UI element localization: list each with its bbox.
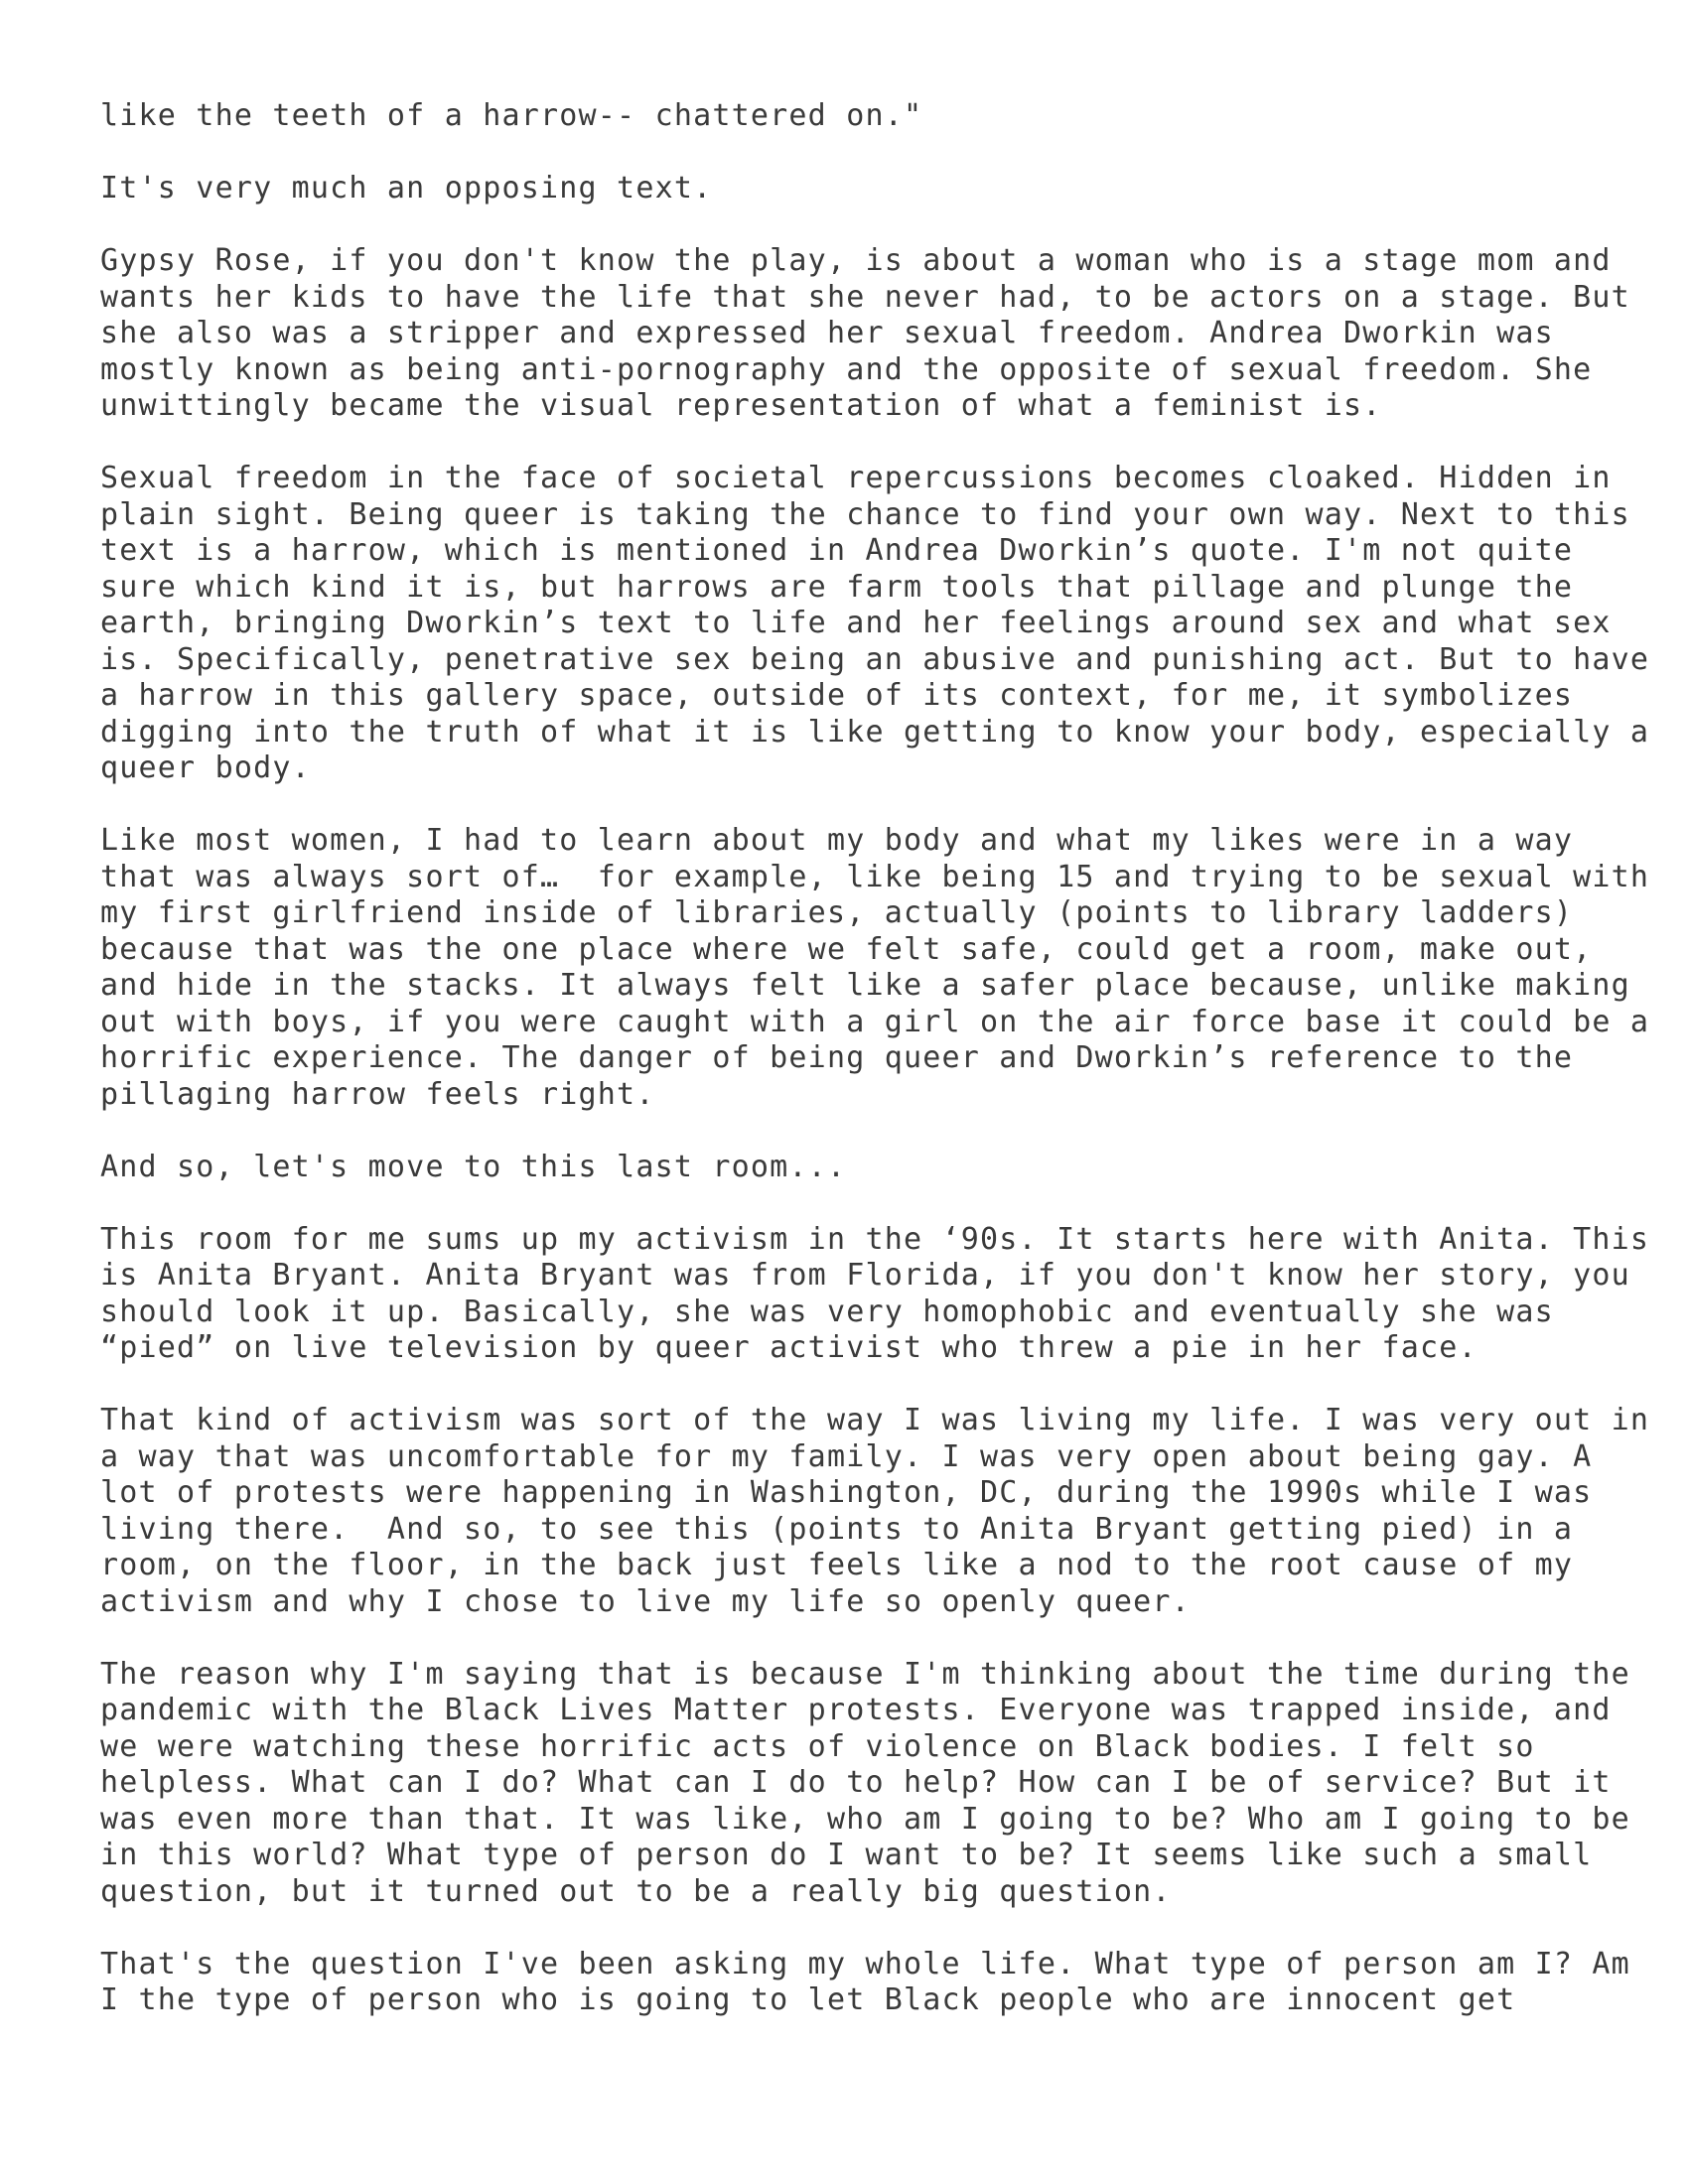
- text-line: lot of protests were happening in Washington, DC, during the 1990s while I was: [100, 1475, 1593, 1510]
- text-line: This room for me sums up my activism in the ‘90s. It starts here with Anita. This: [100, 1221, 1650, 1257]
- text-line: Like most women, I had to learn about my body and what my likes were in a way: [100, 823, 1574, 858]
- text-line: that was always sort of… for example, like being 15 and trying to be sexual with: [100, 859, 1650, 894]
- text-line: That's the question I've been asking my whole life. What type of person am I? Am: [100, 1946, 1630, 1981]
- text-line: pandemic with the Black Lives Matter protests. Everyone was trapped inside, and: [100, 1693, 1612, 1727]
- text-line: pillaging harrow feels right.: [100, 1076, 655, 1112]
- text-line: was even more than that. It was like, who am I going to be? Who am I going to be: [100, 1801, 1630, 1837]
- paragraph: [100, 1150, 1649, 1186]
- text-line: “pied” on live television by queer activist who threw a pie in her face.: [100, 1330, 1477, 1365]
- paragraph: [100, 243, 1649, 425]
- text-line: a way that was uncomfortable for my family. I was very open about being gay. A: [100, 1438, 1593, 1474]
- text-line: plain sight. Being queer is taking the chance to find your own way. Next to this: [100, 496, 1630, 532]
- paragraph: [100, 98, 1649, 135]
- text-line: mostly known as being anti-pornography and the opposite of sexual freedom. She: [100, 351, 1593, 387]
- text-line: horrific experience. The danger of being queer and Dworkin’s reference to the: [100, 1040, 1574, 1075]
- document-body: [100, 98, 1649, 2055]
- text-line: a harrow in this gallery space, outside of its context, for me, it symbolizes: [100, 678, 1574, 713]
- text-line: out with boys, if you were caught with a girl on the air force base it could be a: [100, 1004, 1650, 1039]
- paragraph: [100, 461, 1649, 787]
- text-line: like the teeth of a harrow-- chattered on.": [100, 98, 923, 133]
- text-line: queer body.: [100, 751, 311, 785]
- text-line: because that was the one place where we felt safe, could get a room, make out,: [100, 931, 1593, 967]
- text-line: should look it up. Basically, she was very homophobic and eventually she was: [100, 1294, 1554, 1329]
- text-line: and hide in the stacks. It always felt like a safer place because, unlike making: [100, 968, 1630, 1003]
- paragraph: [100, 171, 1649, 207]
- text-line: is. Specifically, penetrative sex being an abusive and punishing act. But to have: [100, 641, 1650, 677]
- text-line: we were watching these horrific acts of violence on Black bodies. I felt so: [100, 1728, 1535, 1764]
- text-line: helpless. What can I do? What can I do to help? How can I be of service? But it: [100, 1765, 1612, 1800]
- paragraph: [100, 1657, 1649, 1911]
- text-line: is Anita Bryant. Anita Bryant was from Florida, if you don't know her story, you: [100, 1258, 1630, 1293]
- text-line: activism and why I chose to live my life so openly queer.: [100, 1583, 1191, 1619]
- text-line: room, on the floor, in the back just feels like a nod to the root cause of my: [100, 1548, 1574, 1582]
- text-line: wants her kids to have the life that she never had, to be actors on a stage. But: [100, 279, 1630, 315]
- text-line: she also was a stripper and expressed her sexual freedom. Andrea Dworkin was: [100, 316, 1554, 350]
- paragraph: [100, 1222, 1649, 1367]
- text-line: Gypsy Rose, if you don't know the play, is about a woman who is a stage mom and: [100, 243, 1612, 278]
- paragraph: [100, 1947, 1649, 2019]
- text-line: sure which kind it is, but harrows are farm tools that pillage and plunge the: [100, 569, 1574, 605]
- text-line: text is a harrow, which is mentioned in Andrea Dworkin’s quote. I'm not quite: [100, 533, 1574, 568]
- text-line: question, but it turned out to be a really big question.: [100, 1873, 1172, 1909]
- text-line: living there. And so, to see this (points to Anita Bryant getting pied) in a: [100, 1511, 1574, 1547]
- text-line: unwittingly became the visual representation of what a feminist is.: [100, 388, 1382, 423]
- text-line: Sexual freedom in the face of societal repercussions becomes cloaked. Hidden in: [100, 461, 1612, 495]
- paragraph: [100, 823, 1649, 1113]
- text-line: in this world? What type of person do I want to be? It seems like such a small: [100, 1838, 1593, 1872]
- text-line: The reason why I'm saying that is because I'm thinking about the time during the: [100, 1656, 1630, 1692]
- paragraph: [100, 1403, 1649, 1620]
- text-line: It's very much an opposing text.: [100, 171, 713, 205]
- text-line: earth, bringing Dworkin’s text to life and her feelings around sex and what sex: [100, 606, 1612, 640]
- text-line: That kind of activism was sort of the way I was living my life. I was very out in: [100, 1403, 1650, 1437]
- text-line: my first girlfriend inside of libraries, actually (points to library ladders): [100, 895, 1574, 930]
- text-line: And so, let's move to this last room...: [100, 1149, 847, 1184]
- text-line: I the type of person who is going to let Black people who are innocent get: [100, 1982, 1516, 2017]
- text-line: digging into the truth of what it is like getting to know your body, especially a: [100, 714, 1650, 750]
